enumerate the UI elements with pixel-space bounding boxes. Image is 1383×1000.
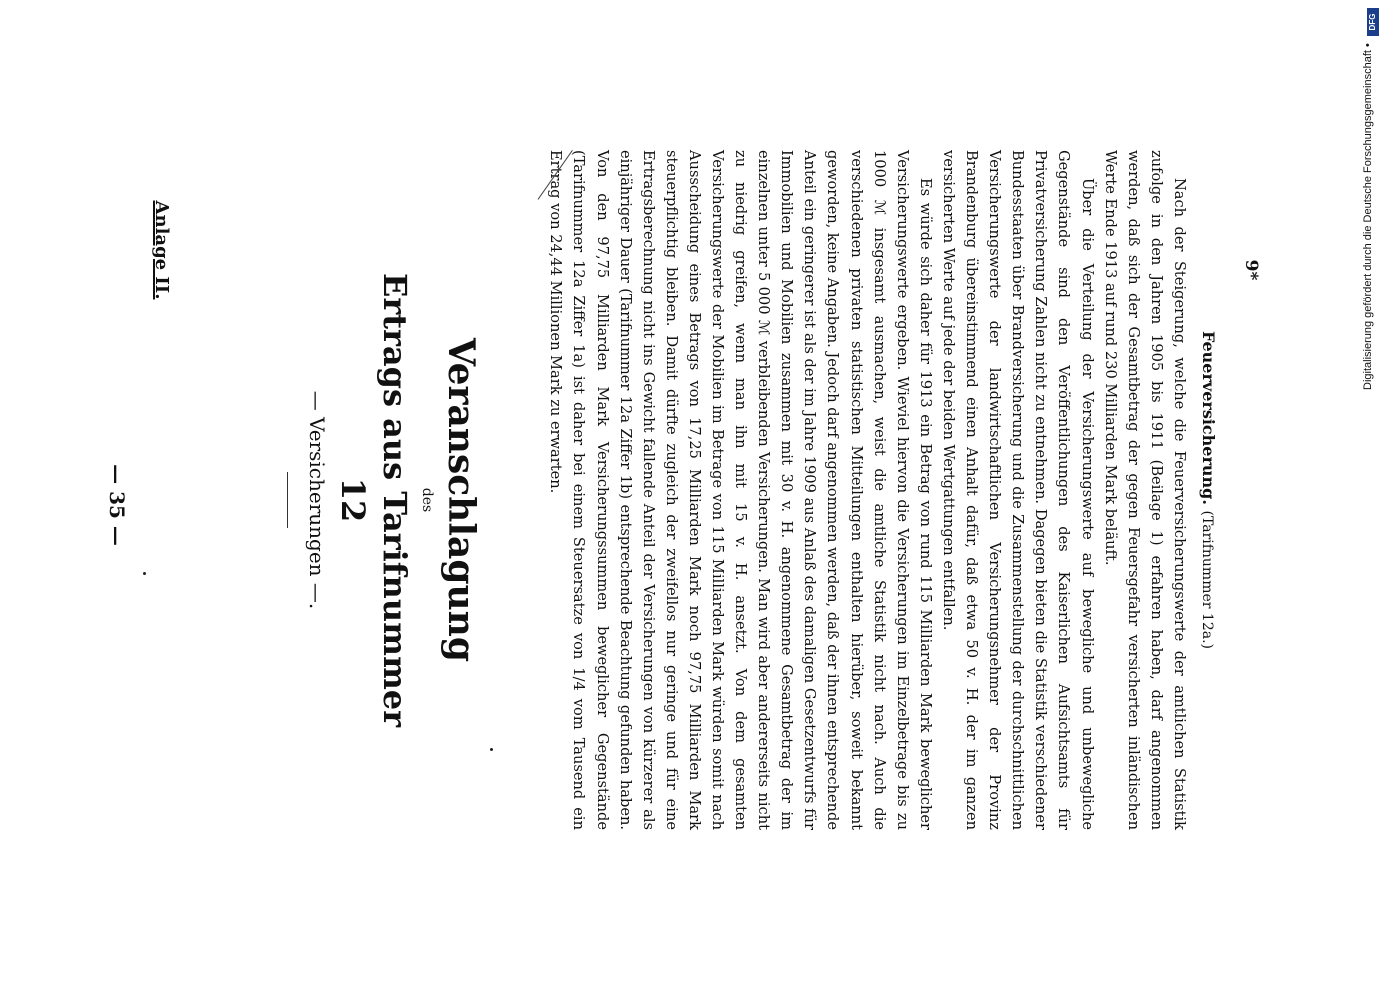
section-heading-reference: (Tarifnummer 12a.) — [1199, 510, 1215, 649]
body-text — [500, 150, 1220, 830]
title-line-1: Veranschlagung — [440, 337, 482, 663]
title-divider — [287, 472, 288, 528]
title-inner — [300, 250, 490, 750]
paragraph-1: Nach der Steigerung, welche die Feuerversicherungswerte der amtlichen Statistik zufolge in den Jahren 1905 bis 1911 (Beilage 1) erfahren haben, darf angenommen werden, daß sich der Gesamtbetrag der gegen Feuersgefahr versicherten inländischen Werte Ende 1913 auf rund 230 Milliarden Mark beläuft. — [1101, 150, 1188, 830]
signature-mark: 9* — [1241, 259, 1261, 281]
annex-label-area — [142, 195, 176, 305]
section-heading-title: Feuerversicherung. — [1199, 331, 1218, 505]
dfg-logo-label: DFG — [1368, 13, 1377, 31]
title-line-2: des — [419, 487, 435, 513]
digitization-note-area — [1362, 10, 1380, 390]
section-heading — [1195, 150, 1220, 830]
paragraph-2: Über die Verteilung der Versicherungswerte auf bewegliche und unbewegliche Gegenstände sind den Veröffentlichungen des Kaiserlichen Aufsichtsamts für Privatversicherung Zahlen nicht zu entnehmen. Dagegen bieten die Statistik verschiedener Bundesstaaten über Brandversicherung und die Zusammenstellung der durchschnittlichen Versicherungswerte der landwirtschaftlichen Versicherungsnehmer der Provinz Brandenburg übereinstimmend einen Anhalt dafür, daß etwa 50 v. H. der im ganzen versicherten Werte auf jede der beiden Wertgattungen entfallen. — [939, 150, 1096, 830]
paragraph-3: Es würde sich daher für 1913 ein Betrag von rund 115 Milliarden Mark beweglicher Versicherungswerte ergeben. Wieviel hiervon die Versicherungen im Einzelbetrage bis zu 1000 ℳ insgesamt ausmachen, weist die amtliche Statistik nicht nach. Auch die verschiedenen privaten statistischen Mitteilungen enthalten hierüber, soweit bekannt geworden, keine Angaben. Jedoch darf angenommen werden, daß der ihnen entsprechende Anteil ein geringerer ist als der im Jahre 1909 aus Anlaß des damaligen Gesetzentwurfs für Immobilien und Mobilien zusammen mit 30 v. H. angenommene Gesamtbetrag der im einzelnen unter 5 000 ℳ verbleibenden Versicherungen. Man wird aber andererseits nicht zu niedrig greifen, wenn man ihn mit 15 v. H. ansetzt. Von dem gesamten Versicherungswerte der Mobilien im Betrage von 115 Milliarden Mark würden somit nach Ausscheidung eines Betrags von 17,25 Milliarden Mark noch 97,75 Milliarden Mark steuerpflichtig bleiben. Damit dürfte zugleich der zweifellos nur geringe und für eine Ertragsberechnung nicht ins Gewicht fallende Anteil der Versicherungen von kürzerer als einjähriger Dauer (Tarifnummer 12a Ziffer 1b) entsprechende Beachtung gefunden haben. Von den 97,75 Milliarden Mark Versicherungssummen beweglicher Gegenstände (Tarifnummer 12a Ziffer 1a) ist daher bei einem Steuersatze von 1/4 vom Tausend ein Ertrag von 24,44 Millionen Mark zu erwarten. — [547, 150, 934, 830]
dfg-logo — [1367, 8, 1379, 36]
title-block — [300, 250, 490, 750]
page-number: — 35 — — [105, 464, 129, 546]
annex-label: Anlage II. — [151, 200, 172, 300]
body-text-area — [500, 150, 1220, 830]
speck — [143, 572, 146, 575]
page-number-area — [102, 440, 132, 570]
title-line-3: Ertrags aus Tarifnummer 12 — [334, 272, 414, 728]
title-line-4: — Versicherungen —. — [305, 390, 329, 610]
signature-mark-area — [1240, 255, 1262, 285]
digitization-note: Digitalisierung gefördert durch die Deutsche Forschungsgemeinschaft • — [1362, 43, 1374, 390]
speck — [490, 748, 493, 751]
